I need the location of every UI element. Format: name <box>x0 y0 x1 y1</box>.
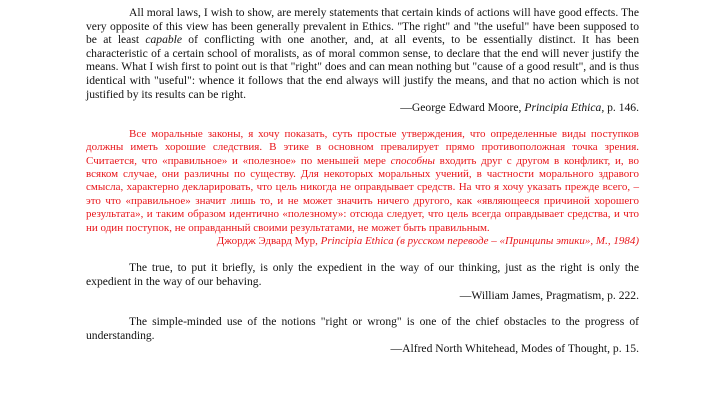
james-quote: The true, to put it briefly, is only the expedient in the way of our thinking, just as the right is only the expedient in the way of our behaving. <box>86 261 639 288</box>
james-attribution: —William James, Pragmatism, p. 222. <box>459 288 639 302</box>
book-title-russian: Principia Ethica (в русском переводе – «Принципы этики», М., 1984) <box>320 235 639 247</box>
moore-attribution-english: —George Edward Moore, Principia Ethica, p. 146. <box>400 101 639 115</box>
whitehead-quote: The simple-minded use of the notions "right or wrong" is one of the chief obstacles to the progress of understanding. <box>86 315 639 342</box>
moore-attribution-russian: Джордж Эдвард Мур, Principia Ethica (в русском переводе – «Принципы этики», М., 1984) <box>216 235 639 247</box>
emphasis-sposobny: способны <box>390 154 435 167</box>
emphasis-capable: capable <box>145 33 183 47</box>
whitehead-attribution: —Alfred North Whitehead, Modes of Thought, p. 15. <box>390 342 639 356</box>
moore-quote-english: All moral laws, I wish to show, are merely statements that certain kinds of actions will have good effects. The very opposite of this view has been generally prevalent in Ethics. "The right" and "the useful" have been supposed to be at least capable of conflicting with one another, and, at all events, to be essentially distinct. It has been characteristic of a certain school of moralists, as of moral common sense, to declare that the end will never justify the means. What I wish first to point out is that "right" does and can mean nothing but "cause of a good result", and is thus identical with "useful": whence it follows that the end always will justify the means, and that no action which is not justified by its results can be right. <box>86 6 639 101</box>
book-title-principia: Principia Ethica, <box>524 101 605 115</box>
moore-quote-russian: Все моральные законы, я хочу показать, суть простые утверждения, что определенные виды поступков должны иметь хорошие следствия. В этике в основном превалирует прямо противоположная точка зрения. Считается, что «правильное» и «полезное» по меньшей мере способны входить друг с другом в конфликт, и, во всяком случае, они различны по существу. Для некоторых моральных учений, в частности морального здравого смысла, характерно декларировать, что цель никогда не оправдывает средств. На что я хочу указать прежде всего, – это что «правильное» значит лишь то, и не может значить ничего другого, как «являющееся причиной хорошего результата», и таким образом идентично «полезному»: отсюда следует, что цель всегда оправдывает средства, и что ни один поступок, не оправданный своими результатами, не может быть правильным. <box>86 127 639 234</box>
quotes-column <box>86 6 639 356</box>
